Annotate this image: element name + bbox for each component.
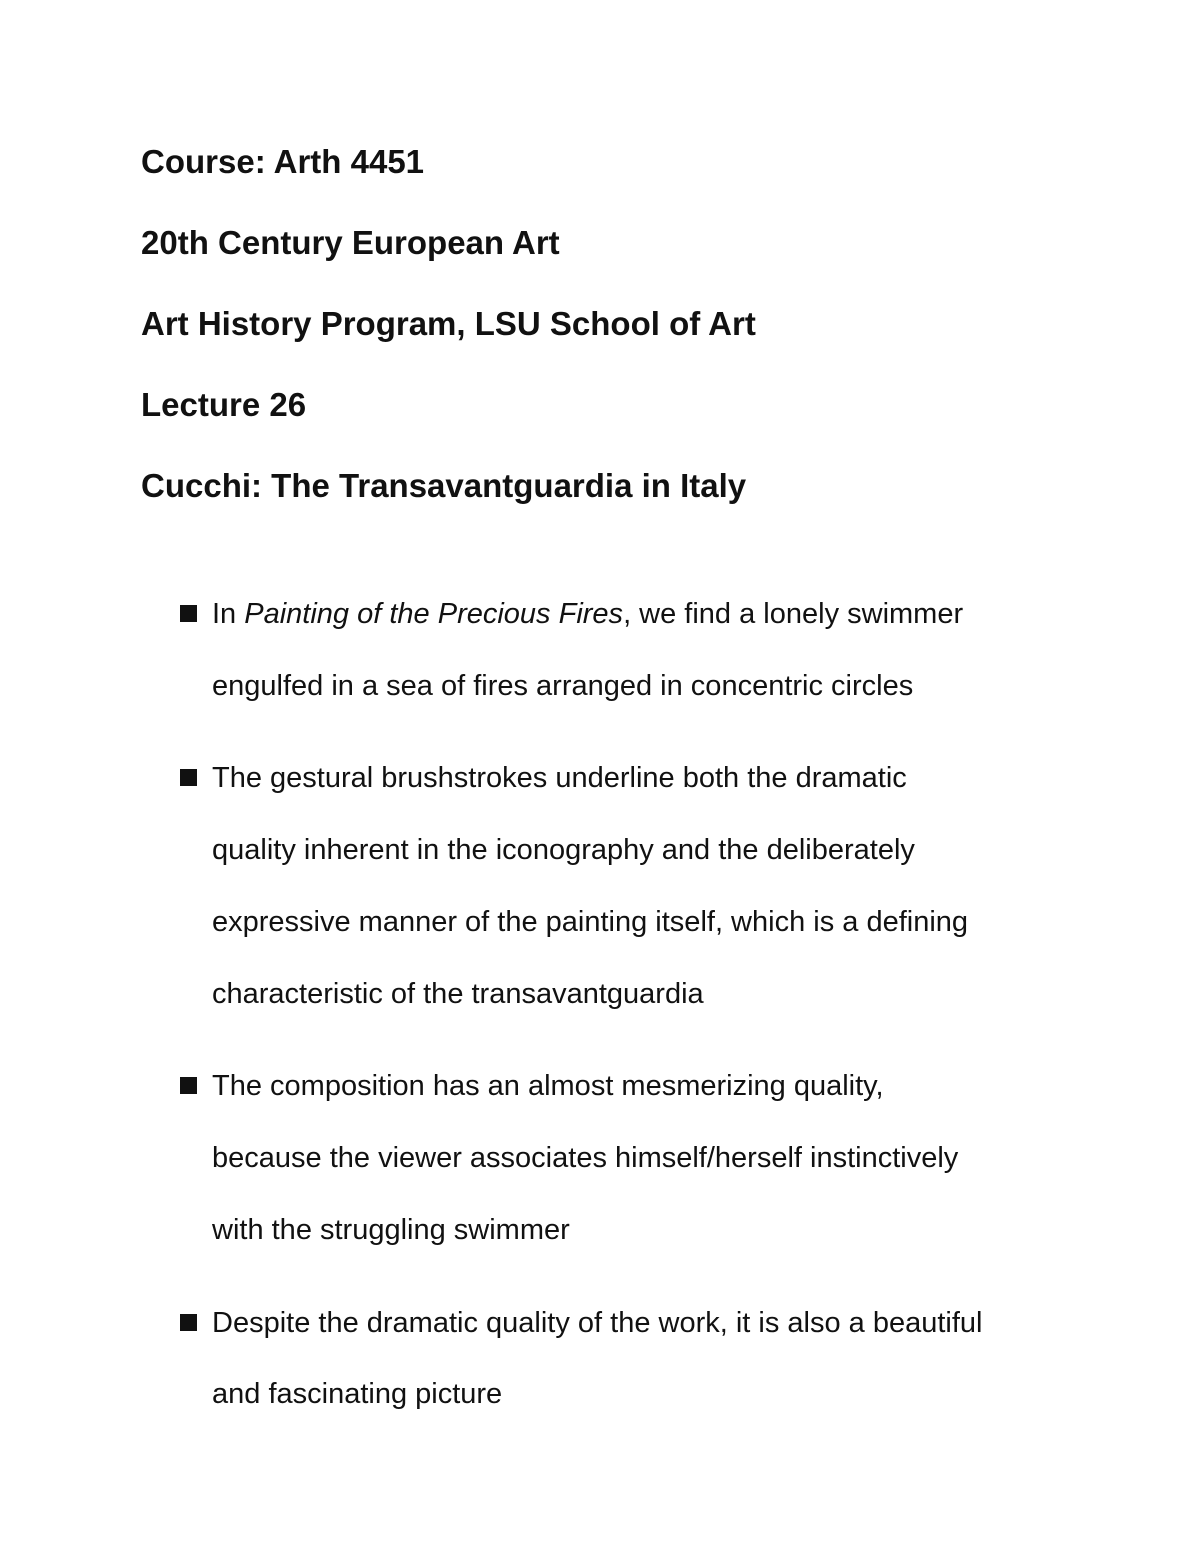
artwork-title: Painting of the Precious Fires xyxy=(244,598,624,630)
course-title-heading: 20th Century European Art xyxy=(141,224,560,261)
bullet-4-line-2: and fascinating picture xyxy=(212,1378,503,1410)
bullet-3-line-1: The composition has an almost mesmerizing quality, xyxy=(212,1070,884,1102)
bullet-3-line-3: with the struggling swimmer xyxy=(212,1214,570,1246)
bullet-3-line-2: because the viewer associates himself/herself instinctively xyxy=(212,1142,959,1174)
lecture-heading: Lecture 26 xyxy=(141,386,307,423)
bullet-square-icon xyxy=(180,1314,197,1331)
bullet-2-line-4: characteristic of the transavantguardia xyxy=(212,978,704,1010)
bullet-square-icon xyxy=(180,605,197,622)
bullet-1-suffix: , we find a lonely swimmer xyxy=(623,598,964,630)
bullet-square-icon xyxy=(180,1077,197,1094)
bullet-2-line-3: expressive manner of the painting itself, which is a defining xyxy=(212,906,969,938)
lecture-topic-heading: Cucchi: The Transavantguardia in Italy xyxy=(141,467,747,504)
program-heading: Art History Program, LSU School of Art xyxy=(141,305,756,342)
bullet-1-prefix: In xyxy=(212,598,245,630)
bullet-square-icon xyxy=(180,769,197,786)
course-heading: Course: Arth 4451 xyxy=(141,143,425,180)
bullet-1-line-1 xyxy=(212,596,963,632)
bullet-2-line-2: quality inherent in the iconography and the deliberately xyxy=(212,834,915,866)
bullet-1-line-2: engulfed in a sea of fires arranged in concentric circles xyxy=(212,670,914,702)
bullet-2-line-1: The gestural brushstrokes underline both the dramatic xyxy=(212,762,907,794)
bullet-4-line-1: Despite the dramatic quality of the work, it is also a beautiful xyxy=(212,1307,983,1339)
